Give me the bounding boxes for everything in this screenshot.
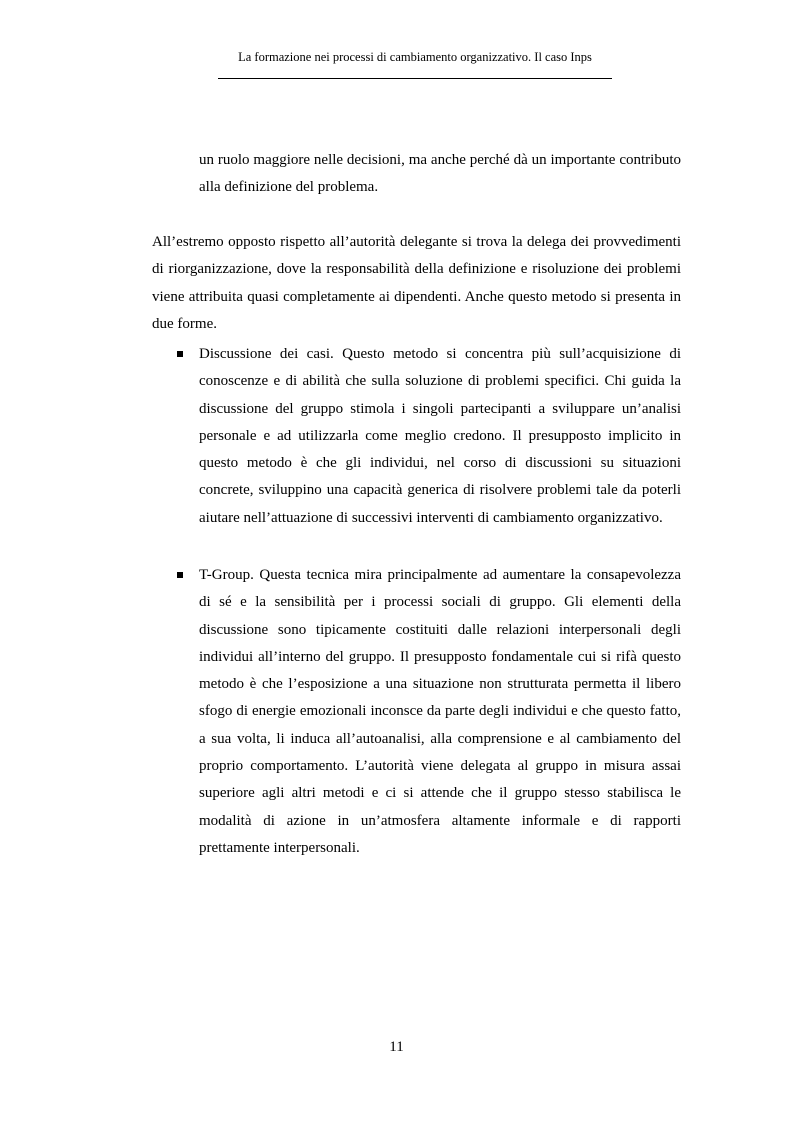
bullet-list bbox=[152, 562, 681, 862]
square-bullet-icon bbox=[177, 572, 183, 578]
bullet-text: Discussione dei casi. Questo metodo si concentra più sull’acquisizione di conoscenze e di abilità che sulla soluzione di problemi specifici. Chi guida la discussione del gruppo stimola i singoli partecipanti a sviluppare un’analisi personale e ad utilizzarla come meglio credono. Il presupposto implicito in questo metodo è che gli individui, nel corso di discussioni su situazioni concrete, sviluppino una capacità generica di risolvere problemi tale da poterli aiutare nell’attuazione di successivi interventi di cambiamento organizzativo. bbox=[199, 346, 681, 526]
header-rule bbox=[218, 78, 612, 79]
bullet-text: T-Group. Questa tecnica mira principalmente ad aumentare la consapevolezza di sé e la sensibilità per i processi sociali di gruppo. Gli elementi della discussione sono tipicamente costituiti dalle relazioni interpersonali degli individui all’interno del gruppo. Il presupposto fondamentale cui si rifà questo metodo è che l’esposizione a una situazione non strutturata permetta il libero sfogo di energie emozionali inconsce da parte degli individui e che questo fatto, a sua volta, li induca all’autoanalisi, alla comprensione e al cambiamento del proprio comportamento. L’autorità viene delegata al gruppo in misura assai superiore agli altri metodi e ci si attende che il gruppo stesso stabilisca le modalità di azione in un’atmosfera altamente informale e di rapporti prettamente interpersonali. bbox=[199, 567, 681, 856]
bullet-item-discussione-casi bbox=[152, 341, 681, 532]
bullet-item-t-group bbox=[152, 562, 681, 862]
bullet-list bbox=[152, 341, 681, 532]
main-paragraph: All’estremo opposto rispetto all’autorità delegante si trova la delega dei provvedimenti di riorganizzazione, dove la responsabilità della definizione e risoluzione dei problemi viene attribuita quasi completamente ai dipendenti. Anche questo metodo si presenta in due forme. bbox=[152, 234, 681, 332]
running-header: La formazione nei processi di cambiamento organizzativo. Il caso Inps bbox=[238, 50, 592, 64]
page-number: 11 bbox=[389, 1039, 404, 1055]
continuation-paragraph: un ruolo maggiore nelle decisioni, ma anche perché dà un importante contributo alla definizione del problema. bbox=[199, 152, 681, 196]
square-bullet-icon bbox=[177, 351, 183, 357]
